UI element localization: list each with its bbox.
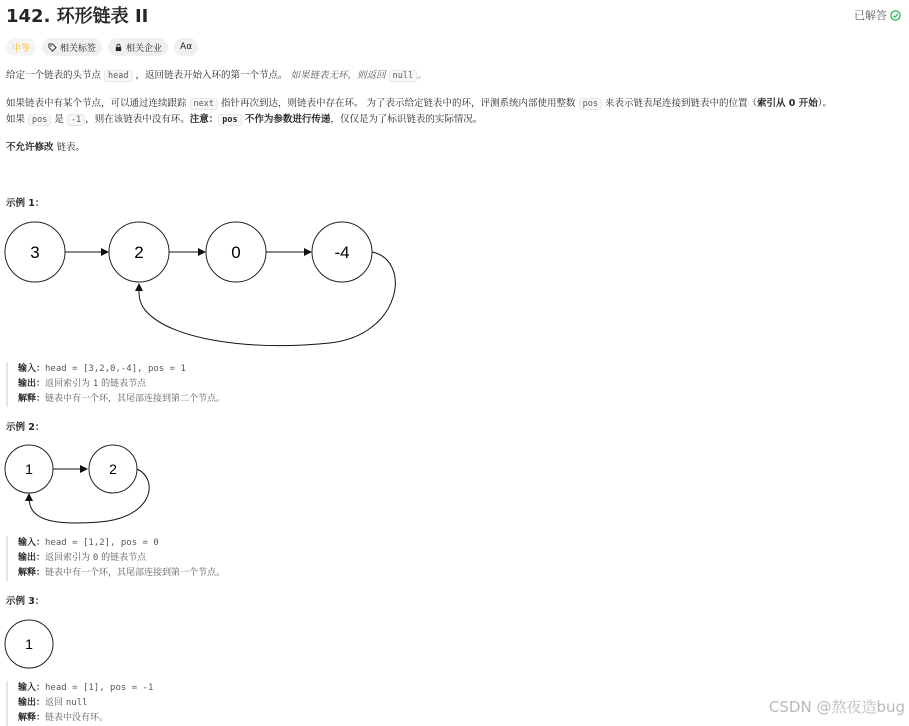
explain-text: 链表中有一个环，其尾部连接到第一个节点。	[45, 568, 226, 578]
solved-status	[854, 7, 901, 23]
input-label: 输入：	[18, 538, 46, 548]
node-value: 1	[25, 461, 33, 477]
italic-text: 。	[417, 70, 427, 81]
text: ，则在该链表中没有环。	[85, 114, 190, 125]
inline-code: -1	[67, 114, 85, 126]
description-paragraph-4	[6, 140, 85, 155]
output-text: 返回	[45, 698, 66, 708]
inline-code: pos	[218, 114, 241, 126]
related-tags-button[interactable]	[42, 38, 102, 56]
input-value: head = [3,2,0,-4], pos = 1	[45, 364, 186, 374]
input-value: head = [1], pos = -1	[45, 683, 154, 693]
bold-text: 索引从 0 开始	[756, 98, 818, 109]
bold-text: 注意：	[189, 114, 219, 125]
output-text: 返回索引为	[45, 379, 93, 389]
solved-label: 已解答	[854, 9, 887, 22]
example-1-io	[6, 362, 225, 407]
text: 给定一个链表的头节点	[6, 70, 105, 81]
text: 如果链表中有某个节点，可以通过连续跟踪	[6, 98, 190, 109]
input-value: head = [1,2], pos = 0	[45, 538, 159, 548]
explain-label: 解释：	[18, 394, 46, 404]
example-2-title: 示例 2：	[6, 422, 45, 433]
font-toggle-label: Aα	[180, 42, 193, 52]
difficulty-badge: 中等	[6, 38, 36, 56]
problem-title: 142. 环形链表 II	[6, 6, 149, 27]
tag-icon	[48, 43, 57, 52]
output-text: 的链表节点	[98, 553, 147, 563]
output-code: 0	[92, 553, 99, 563]
example-1-diagram	[0, 215, 420, 355]
node-value: 2	[134, 243, 144, 262]
input-label: 输入：	[18, 683, 46, 693]
check-circle-icon	[890, 10, 901, 21]
description-paragraph-2	[6, 96, 832, 112]
related-companies-label: 相关企业	[126, 43, 163, 54]
tag-bar	[6, 38, 198, 56]
text: 指针再次到达，则链表中存在环。 为了表示给定链表中的环，评测系统内部使用整数	[218, 98, 579, 109]
node-value: 1	[25, 636, 33, 652]
description-paragraph-1	[6, 68, 427, 84]
output-code: 1	[92, 379, 99, 389]
output-text: 的链表节点	[98, 379, 147, 389]
node-value: -4	[334, 243, 350, 262]
output-label: 输出：	[18, 553, 46, 563]
example-2-diagram	[0, 440, 170, 530]
explain-text: 链表中没有环。	[45, 713, 109, 723]
output-text: 返回索引为	[45, 553, 93, 563]
node-value: 3	[30, 243, 40, 262]
input-label: 输入：	[18, 364, 46, 374]
bold-text: 不作为参数进行传递	[241, 114, 331, 125]
watermark: CSDN @熬夜造bug	[768, 698, 905, 716]
text: 是	[51, 114, 67, 125]
related-tags-label: 相关标签	[60, 43, 97, 54]
node-value: 2	[109, 461, 117, 477]
text: 来表示链表尾连接到链表中的位置（	[601, 98, 757, 109]
text: ，仅仅是为了标识链表的实际情况。	[330, 114, 483, 125]
text: 如果	[6, 114, 29, 125]
text: ，返回链表开始入环的第一个节点。	[132, 70, 291, 81]
text: 链表。	[53, 142, 86, 153]
example-2-io	[6, 536, 225, 581]
example-3-diagram	[0, 617, 60, 673]
node-value: 0	[231, 243, 241, 262]
inline-code: null	[389, 70, 417, 82]
output-code: null	[65, 698, 88, 708]
explain-label: 解释：	[18, 713, 46, 723]
explain-label: 解释：	[18, 568, 46, 578]
bold-text: 不允许修改	[6, 142, 54, 153]
output-label: 输出：	[18, 379, 46, 389]
italic-text: 如果链表无环，则返回	[290, 70, 389, 81]
explain-text: 链表中有一个环，其尾部连接到第二个节点。	[45, 394, 226, 404]
inline-code: pos	[579, 98, 602, 110]
inline-code: pos	[28, 114, 51, 126]
inline-code: next	[190, 98, 218, 110]
example-3-title: 示例 3：	[6, 596, 45, 607]
output-label: 输出：	[18, 698, 46, 708]
text: ）。	[817, 98, 832, 109]
example-3-io	[6, 681, 153, 726]
example-1-title: 示例 1：	[6, 198, 45, 209]
description-paragraph-3	[6, 112, 482, 128]
lock-icon	[114, 43, 123, 52]
font-toggle-button[interactable]	[174, 38, 198, 56]
related-companies-button[interactable]	[108, 38, 168, 56]
inline-code: head	[104, 70, 132, 82]
